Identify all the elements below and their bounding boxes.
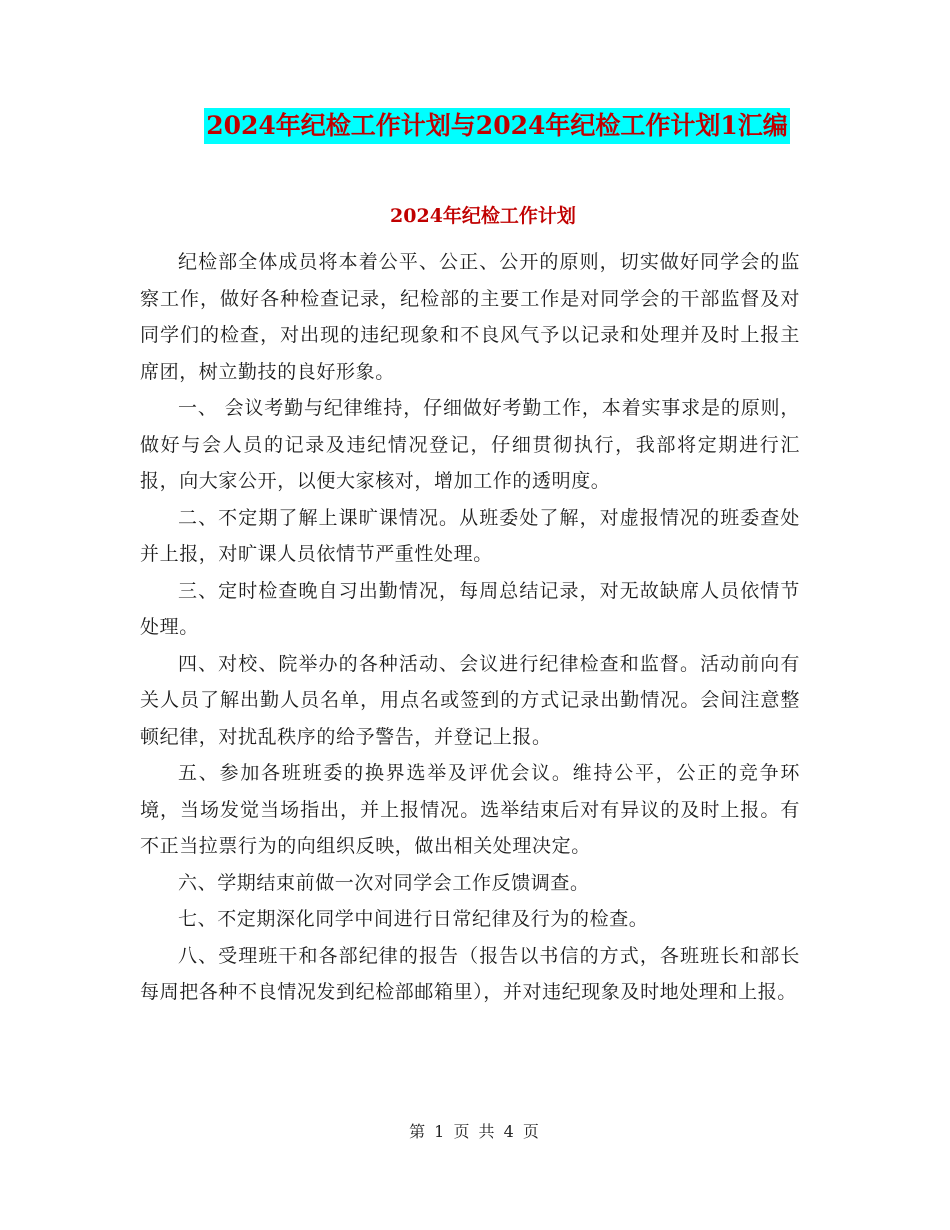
- paragraph-item-1: 一、 会议考勤与纪律维持，仔细做好考勤工作，本着实事求是的原则，做好与会人员的记录及违纪情况登记，仔细贯彻执行，我部将定期进行汇报，向大家公开，以便大家核对，增加工作的透明度。: [140, 397, 800, 492]
- paragraph-item-6: 六、学期结束前做一次对同学会工作反馈调查。: [178, 871, 590, 894]
- document-body: [140, 244, 800, 1011]
- page-footer: 第 1 页 共 4 页: [409, 1122, 541, 1141]
- section-title: 2024年纪检工作计划: [390, 205, 576, 227]
- document-title: 2024年纪检工作计划与2024年纪检工作计划1汇编: [204, 108, 790, 144]
- paragraph-item-8: 八、受理班干和各部纪律的报告（报告以书信的方式，各班班长和部长每周把各种不良情况发到纪检部邮箱里），并对违纪现象及时地处理和上报。: [140, 944, 800, 1003]
- paragraph-item-2: 二、不定期了解上课旷课情况。从班委处了解，对虚报情况的班委查处并上报，对旷课人员依情节严重性处理。: [140, 506, 800, 565]
- paragraph-item-7: 七、不定期深化同学中间进行日常纪律及行为的检查。: [178, 908, 649, 930]
- document-title-wrap: [0, 108, 950, 144]
- paragraph-item-3: 三、定时检查晚自习出勤情况，每周总结记录，对无故缺席人员依情节处理。: [140, 579, 800, 638]
- paragraph-item-5: 五、参加各班班委的换界选举及评优会议。维持公平，公正的竞争环境，当场发觉当场指出，并上报情况。选举结束后对有异议的及时上报。有不正当拉票行为的向组织反映，做出相关处理决定。: [140, 762, 800, 857]
- paragraph-item-4: 四、对校、院举办的各种活动、会议进行纪律检查和监督。活动前向有关人员了解出勤人员名单，用点名或签到的方式记录出勤情况。会间注意整顿纪律，对扰乱秩序的给予警告，并登记上报。: [140, 652, 800, 748]
- paragraph-intro: 纪检部全体成员将本着公平、公正、公开的原则，切实做好同学会的监察工作，做好各种检查记录，纪检部的主要工作是对同学会的干部监督及对同学们的检查，对出现的违纪现象和不良风气予以记录和处理并及时上报主席团，树立勤技的良好形象。: [140, 251, 800, 383]
